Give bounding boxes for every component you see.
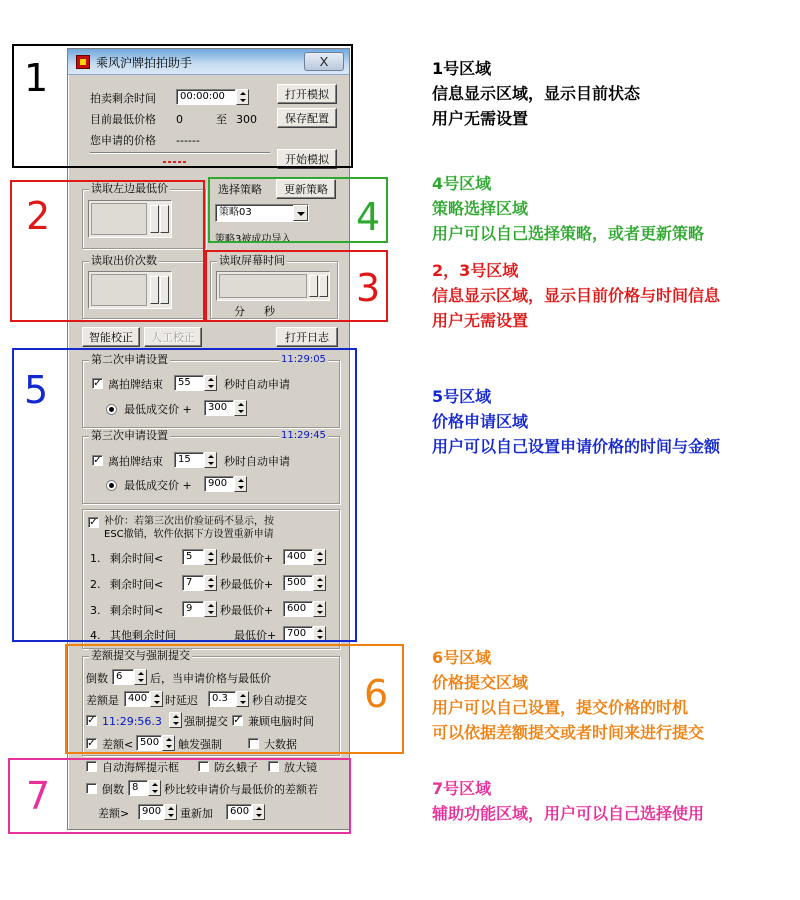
- supplement-row-time[interactable]: 5: [182, 549, 204, 565]
- third-bid-checkbox[interactable]: ✓: [93, 455, 102, 466]
- max-price-value: 300: [236, 113, 257, 126]
- zone-4-number: 4: [356, 195, 381, 239]
- aux-countdown-field[interactable]: 8: [128, 780, 148, 796]
- aux-readd-field[interactable]: 600: [226, 804, 252, 820]
- second-bid-time: 11:29:05: [281, 354, 326, 365]
- strategy-selected-value: 策略03: [219, 207, 252, 218]
- your-price-label: 您申请的价格: [90, 134, 156, 147]
- trigger-force-label: 触发强制: [178, 738, 222, 751]
- third-bid-auto-label: 秒时自动申请: [224, 455, 290, 468]
- note-zone-1: 1号区域 信息显示区域，显示目前状态 用户无需设置: [432, 59, 641, 128]
- min-price-value: 0: [176, 113, 183, 126]
- diff-lt-field[interactable]: 500: [136, 735, 162, 751]
- second-bid-title: 第二次申请设置: [91, 353, 168, 366]
- read-left-min-price-label: 读取左边最低价: [91, 182, 168, 195]
- supplement-row-mid: 秒最低价+: [220, 604, 274, 617]
- window-title: 乘风沪牌拍拍助手: [96, 56, 193, 70]
- note-zone-5: 5号区域 价格申请区域 用户可以自己设置申请价格的时间与金额: [432, 387, 721, 456]
- supplement-row-time[interactable]: 7: [182, 575, 204, 591]
- third-bid-title: 第三次申请设置: [91, 429, 168, 442]
- submit-countdown-label: 倒数: [86, 672, 108, 685]
- remaining-time-label: 拍卖剩余时间: [90, 92, 156, 105]
- third-bid-checkbox-label: 离拍牌结束: [108, 455, 163, 468]
- strategy-select-label: 选择策略: [218, 183, 262, 196]
- aux-countdown-label: 倒数: [102, 783, 124, 796]
- to-label: 至: [216, 113, 227, 126]
- magnifier-label: 放大镜: [284, 761, 317, 774]
- auto-hint-label: 自动海辉提示框: [102, 761, 179, 774]
- note-zone-7: 7号区域 辅助功能区域，用户可以自己选择使用: [432, 779, 705, 823]
- second-bid-checkbox-label: 离拍牌结束: [108, 378, 163, 391]
- manual-calibrate-button: 人工校正: [144, 327, 202, 347]
- zone-6-box: [65, 644, 404, 754]
- submit-countdown-field[interactable]: 6: [112, 669, 134, 685]
- supplement-other-mid: 最低价+: [234, 629, 277, 642]
- zone-5-number: 5: [24, 368, 49, 412]
- submit-delay-label: 时延迟: [165, 694, 198, 707]
- zone-3-number: 3: [356, 266, 381, 310]
- zone-1-number: 1: [24, 56, 49, 100]
- aux-readd-label: 重新加: [180, 807, 213, 820]
- your-price-value: ------: [176, 134, 200, 147]
- second-bid-radio-label: 最低成交价 +: [124, 403, 192, 416]
- open-sim-button[interactable]: 打开模拟: [277, 84, 337, 104]
- submit-title: 差额提交与强制提交: [91, 649, 190, 662]
- start-sim-button[interactable]: 开始模拟: [277, 149, 337, 169]
- supplement-text-2: ESC撤销，软件依据下方设置重新申请: [104, 529, 274, 540]
- zone-6-number: 6: [364, 672, 389, 716]
- zone-7-number: 7: [26, 774, 51, 818]
- supplement-row-price[interactable]: 500: [283, 575, 313, 591]
- zone-2-number: 2: [26, 194, 51, 238]
- supplement-row-price[interactable]: 400: [283, 549, 313, 565]
- submit-diff-label: 差额是: [86, 694, 119, 707]
- note-zone-4: 4号区域 策略选择区域 用户可以自己选择策略，或者更新策略: [432, 174, 705, 243]
- submit-delay-field[interactable]: 0.3: [208, 691, 236, 707]
- diff-trigger-checkbox[interactable]: ✓: [87, 738, 96, 749]
- supplement-row-price[interactable]: 600: [283, 601, 313, 617]
- update-strategy-button[interactable]: 更新策略: [276, 179, 336, 199]
- diff-lt-label: 差额<: [102, 738, 134, 751]
- save-config-button[interactable]: 保存配置: [277, 108, 337, 128]
- supplement-text-1: 补价：若第三次出价验证码不显示，按: [104, 516, 274, 527]
- aux-diff-field[interactable]: 900: [138, 804, 164, 820]
- screen-time-label: 读取屏幕时间: [219, 254, 285, 267]
- smart-calibrate-button[interactable]: 智能校正: [82, 327, 140, 347]
- submit-auto-label: 秒自动提交: [252, 694, 307, 707]
- note-zone-6: 6号区域 价格提交区域 用户可以自己设置，提交价格的时机 可以依据差额提交或者时间来进行提交: [432, 648, 705, 742]
- submit-diff-field[interactable]: 400: [124, 691, 150, 707]
- close-button[interactable]: X: [304, 52, 344, 71]
- open-log-button[interactable]: 打开日志: [276, 327, 338, 347]
- note-zone-2-3: 2，3号区域 信息显示区域，显示目前价格与时间信息 用户无需设置: [432, 261, 721, 330]
- big-data-label: 大数据: [264, 738, 297, 751]
- supplement-row-mid: 秒最低价+: [220, 578, 274, 591]
- second-bid-add-field[interactable]: 300: [204, 400, 234, 416]
- zone-7-box: [8, 758, 351, 834]
- submit-countdown-suffix: 后，当申请价格与最低价: [150, 672, 271, 685]
- second-bid-auto-label: 秒时自动申请: [224, 378, 290, 391]
- supplement-other-price[interactable]: 700: [283, 626, 313, 642]
- second-bid-checkbox[interactable]: ✓: [93, 378, 102, 389]
- app-window: 乘风沪牌拍拍助手 X 拍卖剩余时间 00:00:00 打开模拟 目前最低价格 0 至 300 保存配置 您申请的价格 ------ 开始模拟 读取左边最低价 读取出价次数 选择策略 更新策略 策略03 策略3被成功导入 读取屏幕时间 分 秒 智能校正 人工校正 打开日志 第二次申请设置 11:29:05 ✓ 离拍牌结束 55 秒时自动申请 最低成交价 + 300 第三次申请设置 11:29:45 ✓ 离拍牌结束 15 秒时自动申请 最低成交价 + 900 ✓ 补价：若第三次出价验证码不显示，按 ESC撤销，软件依据下方设置重新申请 1. 剩余时间< 5 秒最低价+ 400 2. 剩余时间< 7 秒最低价+ 500 3. 剩余时间< 9 秒最低价+ 600 4. 其他剩余时间 最低价+ 700 差额提交与强制提交 倒数 6 后，当申请价格与最低价 差额是 400 时延迟 0.3 秒自动提交 ✓ 11:29:56.3 强制提交 ✓ 兼顾电脑时间 ✓ 差额< 500 触发强制 大数据 自动海辉提示框 防幺蛾子 放大镜 倒数 8 秒比较申请价与最低价的差额若 差额> 900 重新加 600: [67, 48, 350, 830]
- supplement-row-label: 剩余时间<: [110, 552, 164, 565]
- force-submit-checkbox[interactable]: ✓: [87, 715, 96, 726]
- screen-time-minute-label: 分: [234, 305, 245, 318]
- supplement-row-label: 剩余时间<: [110, 578, 164, 591]
- weak-pc-checkbox[interactable]: ✓: [233, 715, 242, 726]
- force-time-value: 11:29:56.3: [102, 715, 162, 728]
- supplement-checkbox[interactable]: ✓: [89, 517, 98, 528]
- min-price-label: 目前最低价格: [90, 113, 156, 126]
- third-bid-radio-label: 最低成交价 +: [124, 479, 192, 492]
- zone-5-box: [12, 348, 357, 642]
- supplement-row-label: 剩余时间<: [110, 604, 164, 617]
- weak-pc-label: 兼顾电脑时间: [248, 715, 314, 728]
- zone-1-box: [12, 44, 353, 168]
- anti-label: 防幺蛾子: [214, 761, 258, 774]
- supplement-other-label: 其他剩余时间: [110, 629, 176, 642]
- third-bid-time: 11:29:45: [281, 430, 326, 441]
- force-submit-label: 强制提交: [184, 715, 228, 728]
- supplement-row-mid: 秒最低价+: [220, 552, 274, 565]
- third-bid-seconds-field[interactable]: 15: [174, 452, 204, 468]
- aux-diff-label: 差额>: [98, 807, 130, 820]
- read-bid-count-label: 读取出价次数: [91, 254, 157, 267]
- aux-compare-label: 秒比较申请价与最低价的差额若: [164, 783, 318, 796]
- supplement-row-time[interactable]: 9: [182, 601, 204, 617]
- third-bid-add-field[interactable]: 900: [204, 476, 234, 492]
- strategy-status: 策略3被成功导入: [215, 234, 292, 245]
- remaining-time-field[interactable]: 00:00:00: [176, 89, 236, 105]
- screen-time-second-label: 秒: [264, 305, 275, 318]
- second-bid-seconds-field[interactable]: 55: [174, 375, 204, 391]
